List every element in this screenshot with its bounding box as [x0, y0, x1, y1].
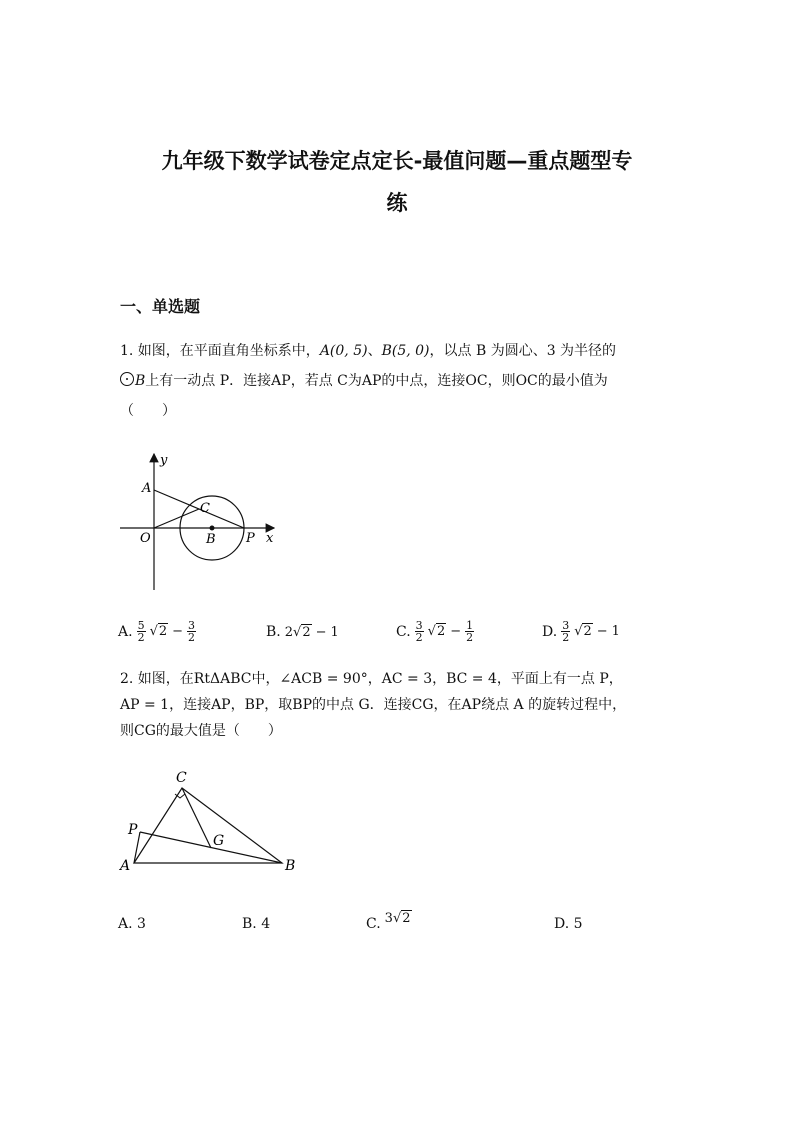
point-b-coord: B(5, 0) — [381, 343, 430, 359]
question-1-line-2-text: 上有一动点 P．连接AP，若点 C为AP的中点，连接OC，则OC的最小值为 — [145, 373, 608, 389]
question-1-paren: （ ） — [120, 403, 176, 419]
segment-cg — [182, 788, 211, 848]
question-1-line-1 — [120, 336, 680, 366]
label-b: B — [285, 858, 296, 874]
question-2-line-1: 2. 如图，在RtΔABC中，∠ACB = 90°，AC = 3，BC = 4，平面上有一点 P， — [120, 671, 623, 687]
segment-oc — [154, 509, 199, 528]
label-g: G — [213, 833, 225, 849]
section-heading: 一、单选题 — [120, 297, 201, 316]
option-1b[interactable]: B. 2√2 − 1 — [266, 624, 339, 640]
point-a-coord: A(0, 5) — [319, 343, 368, 359]
option-1c[interactable]: C. $\frac{3}{2}$ √2 − $\frac{1}{2}$ — [396, 619, 474, 644]
label-p: P — [246, 531, 255, 546]
option-1d[interactable]: D. $\frac{3}{2}$ √2 − 1 — [542, 619, 620, 644]
label-o: O — [140, 531, 151, 546]
title-line-2: 练 — [386, 191, 408, 215]
separator: 、 — [367, 343, 382, 359]
label-b: B — [206, 532, 216, 547]
label-x: x — [266, 531, 274, 546]
label-c: C — [176, 770, 187, 786]
page-title — [110, 140, 684, 224]
option-2b[interactable]: B. 4 — [242, 916, 271, 932]
question-2-line-3: 则CG的最大值是（ ） — [120, 723, 282, 739]
label-y: y — [160, 453, 168, 468]
sqrt-symbol: √2 — [149, 624, 168, 639]
figure-1-coordinate-circle — [112, 448, 292, 598]
option-2a[interactable]: A. 3 — [118, 916, 146, 932]
question-1-mid: ，以点 B 为圆心、3 为半径的 — [429, 343, 617, 359]
option-label: B. — [266, 624, 281, 640]
point-b-dot — [210, 526, 215, 531]
title-line-1: 九年级下数学试卷定点定长-最值问题—重点题型专 — [161, 149, 633, 173]
label-p: P — [128, 822, 138, 838]
question-1 — [120, 336, 680, 426]
question-1-line-2 — [120, 366, 680, 396]
option-label: D. — [542, 623, 558, 640]
option-2d[interactable]: D. 5 — [554, 916, 583, 932]
figure-2-triangle — [112, 764, 312, 884]
option-2c[interactable]: C. 3√2 — [366, 910, 411, 932]
circle-symbol-icon — [120, 372, 134, 386]
option-label: A. — [118, 623, 133, 640]
question-2 — [120, 666, 680, 744]
circle-label: B — [135, 373, 146, 389]
question-2-line-2: AP = 1，连接AP，BP，取BP的中点 G．连接CG，在AP绕点 A 的旋转过程中， — [120, 697, 627, 713]
option-label: C. — [366, 916, 381, 932]
label-a: A — [142, 481, 152, 496]
label-a: A — [120, 858, 131, 874]
option-label: C. — [396, 623, 411, 640]
option-1a[interactable]: A. $\frac{5}{2}$ √2 − $\frac{3}{2}$ — [118, 619, 196, 644]
question-1-prefix: 1. 如图，在平面直角坐标系中， — [120, 343, 320, 359]
label-c: C — [200, 501, 210, 516]
triangle-abc — [134, 788, 282, 863]
